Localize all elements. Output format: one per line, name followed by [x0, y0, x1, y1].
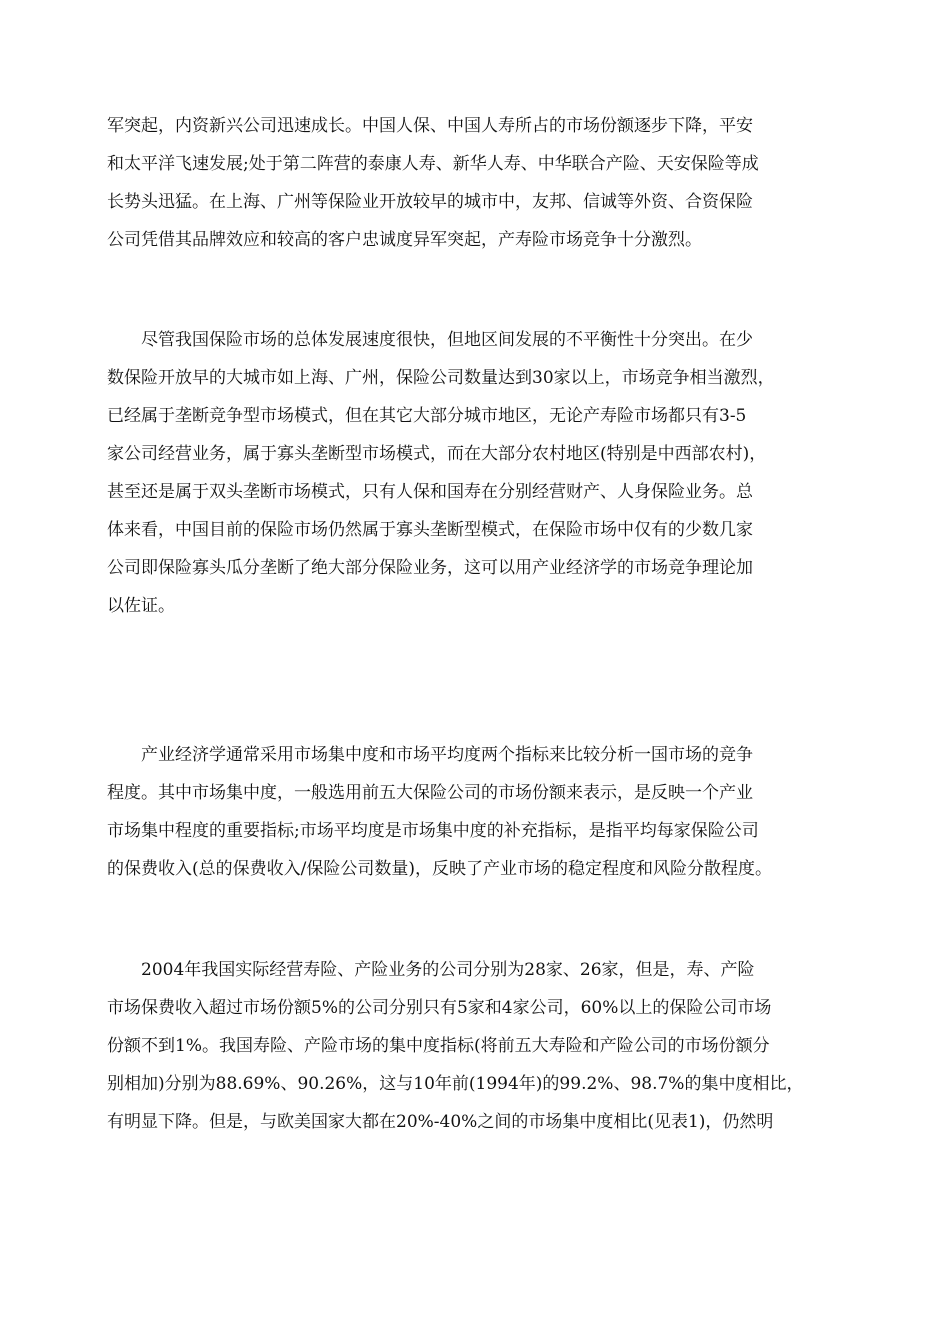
text-line: 程度。其中市场集中度，一般选用前五大保险公司的市场份额来表示，是反映一个产业	[107, 783, 753, 803]
text-line: 军突起，内资新兴公司迅速成长。中国人保、中国人寿所占的市场份额逐步下降，平安	[107, 116, 753, 136]
text-line: 市场保费收入超过市场份额5%的公司分别只有5家和4家公司，60%以上的保险公司市场	[107, 998, 772, 1018]
paragraph-4	[107, 951, 847, 1141]
text-line: 家公司经营业务，属于寡头垄断型市场模式，而在大部分农村地区(特别是中西部农村)，	[107, 444, 767, 464]
text-line: 尽管我国保险市场的总体发展速度很快，但地区间发展的不平衡性十分突出。在少	[107, 330, 753, 350]
text-line: 的保费收入(总的保费收入/保险公司数量)，反映了产业市场的稳定程度和风险分散程度。	[107, 859, 772, 879]
text-line: 产业经济学通常采用市场集中度和市场平均度两个指标来比较分析一国市场的竞争	[107, 745, 753, 765]
text-line: 公司凭借其品牌效应和较高的客户忠诚度异军突起，产寿险市场竞争十分激烈。	[107, 230, 702, 250]
text-line: 和太平洋飞速发展;处于第二阵营的泰康人寿、新华人寿、中华联合产险、天安保险等成	[107, 154, 759, 174]
text-line: 已经属于垄断竞争型市场模式，但在其它大部分城市地区，无论产寿险市场都只有3-5	[107, 406, 747, 426]
paragraph-2	[107, 321, 847, 625]
text-line: 市场集中程度的重要指标;市场平均度是市场集中度的补充指标，是指平均每家保险公司	[107, 821, 759, 841]
text-line: 份额不到1%。我国寿险、产险市场的集中度指标(将前五大寿险和产险公司的市场份额分	[107, 1036, 770, 1056]
text-line: 有明显下降。但是，与欧美国家大都在20%-40%之间的市场集中度相比(见表1)，仍然明	[107, 1112, 774, 1132]
text-line: 体来看，中国目前的保险市场仍然属于寡头垄断型模式，在保险市场中仅有的少数几家	[107, 520, 753, 540]
text-line: 公司即保险寡头瓜分垄断了绝大部分保险业务，这可以用产业经济学的市场竞争理论加	[107, 558, 753, 578]
text-line: 数保险开放早的大城市如上海、广州，保险公司数量达到30家以上，市场竞争相当激烈，	[107, 368, 775, 388]
paragraph-1	[107, 107, 847, 259]
text-line: 2004年我国实际经营寿险、产险业务的公司分别为28家、26家，但是，寿、产险	[107, 960, 755, 980]
text-line: 甚至还是属于双头垄断市场模式，只有人保和国寿在分别经营财产、人身保险业务。总	[107, 482, 753, 502]
text-line: 长势头迅猛。在上海、广州等保险业开放较早的城市中，友邦、信诚等外资、合资保险	[107, 192, 753, 212]
paragraph-3	[107, 736, 847, 888]
text-line: 别相加)分别为88.69%、90.26%，这与10年前(1994年)的99.2%、98.7%的集中度相比，	[107, 1074, 804, 1094]
text-line: 以佐证。	[107, 596, 175, 616]
